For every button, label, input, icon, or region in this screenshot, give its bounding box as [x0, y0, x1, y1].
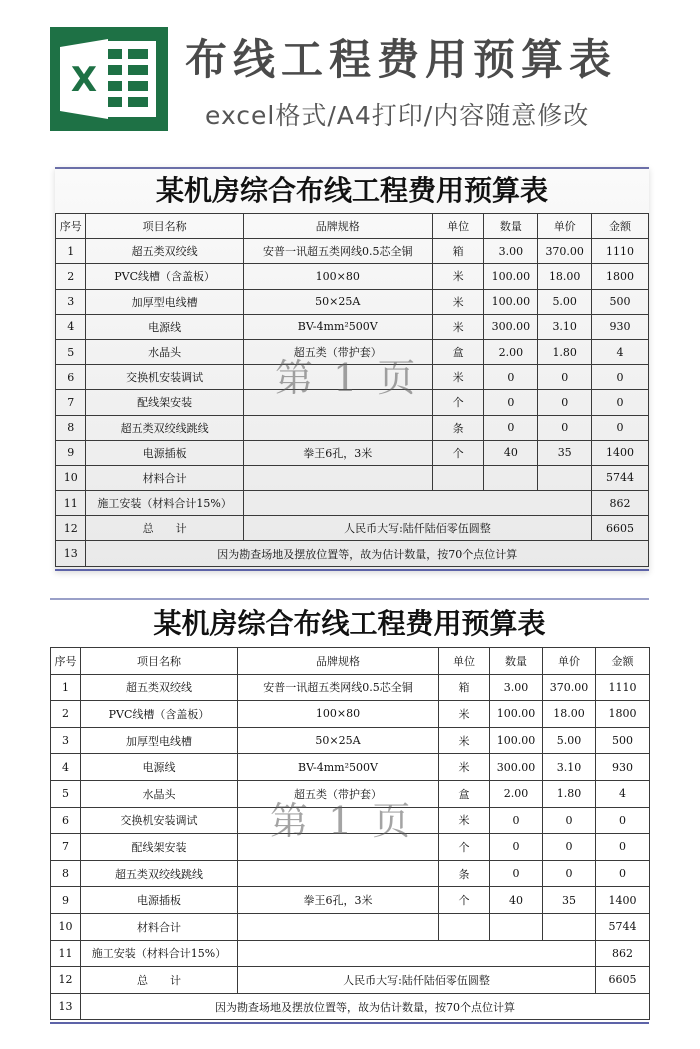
- cell-item: 电源线: [86, 314, 243, 339]
- cell-price: 18.00: [543, 701, 596, 728]
- cell-item: 超五类双绞线跳线: [81, 860, 238, 887]
- cell-brand: [238, 807, 439, 834]
- cell-item: 施工安装（材料合计15%）: [86, 491, 243, 516]
- cell-qty: 40: [490, 887, 543, 914]
- page-header: [0, 0, 700, 150]
- cell-unit: 个: [439, 834, 490, 861]
- table-row: [56, 239, 649, 264]
- cell-item: 加厚型电线槽: [81, 727, 238, 754]
- cell-item: 超五类双绞线: [81, 674, 238, 701]
- cell-qty: 2.00: [490, 780, 543, 807]
- note-row: [56, 541, 649, 566]
- cell-amount: 4: [592, 339, 649, 364]
- cell-item: 交换机安装调试: [86, 365, 243, 390]
- column-header: 单价: [543, 648, 596, 675]
- cell-no: 12: [56, 516, 86, 541]
- cell-price: 0: [543, 834, 596, 861]
- cell-qty: 0: [484, 415, 538, 440]
- cell-empty: [543, 913, 596, 940]
- cell-item: 交换机安装调试: [81, 807, 238, 834]
- cell-unit: 米: [432, 289, 484, 314]
- cell-no: 6: [56, 365, 86, 390]
- cell-unit: 米: [439, 754, 490, 781]
- cell-amount: 0: [592, 415, 649, 440]
- column-header: 单价: [538, 214, 592, 239]
- cell-amount: 930: [596, 754, 650, 781]
- column-header: 单位: [432, 214, 484, 239]
- cell-item: 总 计: [86, 516, 243, 541]
- table-header-row: [56, 214, 649, 239]
- cell-item: 材料合计: [86, 465, 243, 490]
- column-header: 项目名称: [81, 648, 238, 675]
- cell-price: 0: [543, 860, 596, 887]
- cell-brand: [238, 860, 439, 887]
- cell-unit: 箱: [439, 674, 490, 701]
- cell-no: 6: [51, 807, 81, 834]
- table-body: [51, 648, 650, 1020]
- table-row: [56, 314, 649, 339]
- cell-no: 11: [51, 940, 81, 967]
- cell-brand: 拳王6孔，3米: [238, 887, 439, 914]
- cell-qty: 100.00: [484, 264, 538, 289]
- subtotal-row: [51, 913, 650, 940]
- install-row: [51, 940, 650, 967]
- cell-brand: 100×80: [243, 264, 432, 289]
- column-header: 数量: [484, 214, 538, 239]
- cell-no: 2: [51, 701, 81, 728]
- cell-amount: 500: [592, 289, 649, 314]
- table-body: [56, 214, 649, 567]
- cell-brand: 100×80: [238, 701, 439, 728]
- cell-price: 0: [538, 365, 592, 390]
- cell-amount: 5744: [596, 913, 650, 940]
- column-header: 金额: [596, 648, 650, 675]
- cell-unit: 盒: [439, 780, 490, 807]
- table-header-row: [51, 648, 650, 675]
- cell-amount: 862: [592, 491, 649, 516]
- column-header: 单位: [439, 648, 490, 675]
- cell-amount: 500: [596, 727, 650, 754]
- cell-price: 5.00: [538, 289, 592, 314]
- cell-no: 13: [51, 993, 81, 1020]
- cell-amount: 0: [596, 807, 650, 834]
- subtotal-row: [56, 465, 649, 490]
- budget-table: [50, 647, 650, 1020]
- cell-no: 1: [56, 239, 86, 264]
- cell-price: 0: [543, 807, 596, 834]
- cell-unit: 米: [439, 727, 490, 754]
- cell-no: 8: [51, 860, 81, 887]
- cell-no: 4: [56, 314, 86, 339]
- cell-qty: 2.00: [484, 339, 538, 364]
- column-header: 品牌规格: [243, 214, 432, 239]
- cell-amount: 0: [592, 365, 649, 390]
- cell-no: 3: [56, 289, 86, 314]
- cell-empty: [238, 913, 439, 940]
- cell-item: 超五类双绞线跳线: [86, 415, 243, 440]
- cell-qty: 300.00: [490, 754, 543, 781]
- cell-amount: 1110: [596, 674, 650, 701]
- table-row: [51, 887, 650, 914]
- cell-no: 4: [51, 754, 81, 781]
- cell-item: 施工安装（材料合计15%）: [81, 940, 238, 967]
- cell-item: PVC线槽（含盖板）: [81, 701, 238, 728]
- page-number-watermark: 第 1 页: [270, 799, 415, 843]
- cell-item: 超五类双绞线: [86, 239, 243, 264]
- cell-unit: 个: [439, 887, 490, 914]
- table-row: [56, 289, 649, 314]
- table-row: [51, 701, 650, 728]
- cell-amount: 1400: [592, 440, 649, 465]
- cell-unit: 箱: [432, 239, 484, 264]
- cell-qty: 100.00: [490, 701, 543, 728]
- budget-table: [55, 213, 649, 567]
- cell-price: 18.00: [538, 264, 592, 289]
- svg-text:X: X: [70, 60, 98, 100]
- table-row: [51, 834, 650, 861]
- cell-item: 电源线: [81, 754, 238, 781]
- cell-brand: 50×25A: [238, 727, 439, 754]
- sheet-title: 某机房综合布线工程费用预算表: [155, 174, 548, 207]
- cell-unit: 米: [439, 701, 490, 728]
- cell-qty: 0: [490, 807, 543, 834]
- cell-amount: 1800: [596, 701, 650, 728]
- cell-brand: [243, 415, 432, 440]
- cell-amount: 0: [596, 834, 650, 861]
- cell-amount: 4: [596, 780, 650, 807]
- cell-note: 因为勘查场地及摆放位置等，故为估计数量，按70个点位计算: [81, 993, 650, 1020]
- column-header: 金额: [592, 214, 649, 239]
- cell-qty: 40: [484, 440, 538, 465]
- cell-item: 水晶头: [86, 339, 243, 364]
- cell-item: 材料合计: [81, 913, 238, 940]
- cell-brand: [243, 390, 432, 415]
- table-row: [56, 339, 649, 364]
- cell-brand: 安普一讯超五类网线0.5芯全铜: [238, 674, 439, 701]
- cell-unit: 盒: [432, 339, 484, 364]
- cell-amount: 0: [596, 860, 650, 887]
- cell-empty: [484, 465, 538, 490]
- cell-empty: [432, 465, 484, 490]
- cell-price: 0: [538, 390, 592, 415]
- cell-brand: 安普一讯超五类网线0.5芯全铜: [243, 239, 432, 264]
- sheet-title: 某机房综合布线工程费用预算表: [153, 607, 546, 640]
- cell-price: 35: [543, 887, 596, 914]
- cell-item: 电源插板: [81, 887, 238, 914]
- cell-unit: 个: [432, 390, 484, 415]
- table-row: [51, 754, 650, 781]
- cell-brand: 50×25A: [243, 289, 432, 314]
- excel-logo-icon: [50, 27, 168, 131]
- cell-price: 0: [538, 415, 592, 440]
- cell-price: 1.80: [543, 780, 596, 807]
- cell-no: 10: [51, 913, 81, 940]
- cell-unit: 条: [439, 860, 490, 887]
- cell-item: 总 计: [81, 967, 238, 994]
- cell-brand: [243, 365, 432, 390]
- cell-qty: 0: [484, 365, 538, 390]
- cell-item: PVC线槽（含盖板）: [86, 264, 243, 289]
- cell-no: 12: [51, 967, 81, 994]
- cell-brand: BV-4mm²500V: [243, 314, 432, 339]
- table-row: [56, 390, 649, 415]
- cell-empty: [490, 913, 543, 940]
- cell-brand: 拳王6孔，3米: [243, 440, 432, 465]
- cell-qty: 100.00: [484, 289, 538, 314]
- table-row: [51, 780, 650, 807]
- cell-no: 13: [56, 541, 86, 566]
- column-header: 序号: [56, 214, 86, 239]
- table-row: [56, 440, 649, 465]
- page-subtitle: excel格式/A4打印/内容随意修改: [205, 101, 590, 130]
- cell-amount: 6605: [592, 516, 649, 541]
- cell-qty: 0: [484, 390, 538, 415]
- cell-item: 水晶头: [81, 780, 238, 807]
- cell-amount: 1110: [592, 239, 649, 264]
- column-header: 序号: [51, 648, 81, 675]
- cell-item: 配线架安装: [86, 390, 243, 415]
- table-row: [51, 860, 650, 887]
- cell-no: 3: [51, 727, 81, 754]
- cell-unit: 米: [432, 314, 484, 339]
- total-row: [51, 967, 650, 994]
- column-header: 项目名称: [86, 214, 243, 239]
- cell-item: 加厚型电线槽: [86, 289, 243, 314]
- cell-price: 3.10: [543, 754, 596, 781]
- cell-no: 9: [51, 887, 81, 914]
- cell-qty: 100.00: [490, 727, 543, 754]
- table-row: [56, 365, 649, 390]
- cell-amount: 862: [596, 940, 650, 967]
- column-header: 数量: [490, 648, 543, 675]
- cell-no: 7: [51, 834, 81, 861]
- cell-no: 10: [56, 465, 86, 490]
- cell-rmb-amount: 人民币大写:陆仟陆佰零伍圆整: [243, 516, 591, 541]
- total-row: [56, 516, 649, 541]
- sheet-preview-top: [55, 167, 649, 571]
- table-row: [51, 807, 650, 834]
- cell-empty: [538, 465, 592, 490]
- cell-amount: 1400: [596, 887, 650, 914]
- cell-empty: [439, 913, 490, 940]
- cell-qty: 3.00: [484, 239, 538, 264]
- cell-no: 8: [56, 415, 86, 440]
- cell-empty: [238, 940, 596, 967]
- cell-empty: [243, 465, 432, 490]
- cell-price: 1.80: [538, 339, 592, 364]
- cell-unit: 个: [432, 440, 484, 465]
- cell-qty: 0: [490, 834, 543, 861]
- cell-no: 5: [51, 780, 81, 807]
- sheet-preview-bottom: [50, 598, 649, 1024]
- cell-no: 2: [56, 264, 86, 289]
- cell-no: 9: [56, 440, 86, 465]
- cell-no: 1: [51, 674, 81, 701]
- cell-brand: [238, 834, 439, 861]
- cell-empty: [243, 491, 591, 516]
- install-row: [56, 491, 649, 516]
- cell-amount: 5744: [592, 465, 649, 490]
- cell-item: 电源插板: [86, 440, 243, 465]
- cell-note: 因为勘查场地及摆放位置等，故为估计数量，按70个点位计算: [86, 541, 649, 566]
- table-row: [56, 264, 649, 289]
- cell-brand: 超五类（带护套）: [243, 339, 432, 364]
- cell-price: 5.00: [543, 727, 596, 754]
- cell-unit: 米: [439, 807, 490, 834]
- page-title: 布线工程费用预算表: [185, 35, 618, 84]
- cell-item: 配线架安装: [81, 834, 238, 861]
- cell-brand: BV-4mm²500V: [238, 754, 439, 781]
- cell-amount: 930: [592, 314, 649, 339]
- table-row: [56, 415, 649, 440]
- cell-no: 5: [56, 339, 86, 364]
- note-row: [51, 993, 650, 1020]
- cell-price: 370.00: [538, 239, 592, 264]
- cell-unit: 米: [432, 365, 484, 390]
- cell-no: 11: [56, 491, 86, 516]
- cell-amount: 6605: [596, 967, 650, 994]
- cell-unit: 米: [432, 264, 484, 289]
- cell-brand: 超五类（带护套）: [238, 780, 439, 807]
- table-row: [51, 674, 650, 701]
- cell-rmb-amount: 人民币大写:陆仟陆佰零伍圆整: [238, 967, 596, 994]
- cell-no: 7: [56, 390, 86, 415]
- cell-price: 35: [538, 440, 592, 465]
- cell-unit: 条: [432, 415, 484, 440]
- cell-amount: 1800: [592, 264, 649, 289]
- cell-qty: 300.00: [484, 314, 538, 339]
- cell-price: 3.10: [538, 314, 592, 339]
- table-row: [51, 727, 650, 754]
- cell-qty: 3.00: [490, 674, 543, 701]
- cell-qty: 0: [490, 860, 543, 887]
- cell-price: 370.00: [543, 674, 596, 701]
- cell-amount: 0: [592, 390, 649, 415]
- page-number-watermark: 第 1 页: [275, 356, 420, 400]
- column-header: 品牌规格: [238, 648, 439, 675]
